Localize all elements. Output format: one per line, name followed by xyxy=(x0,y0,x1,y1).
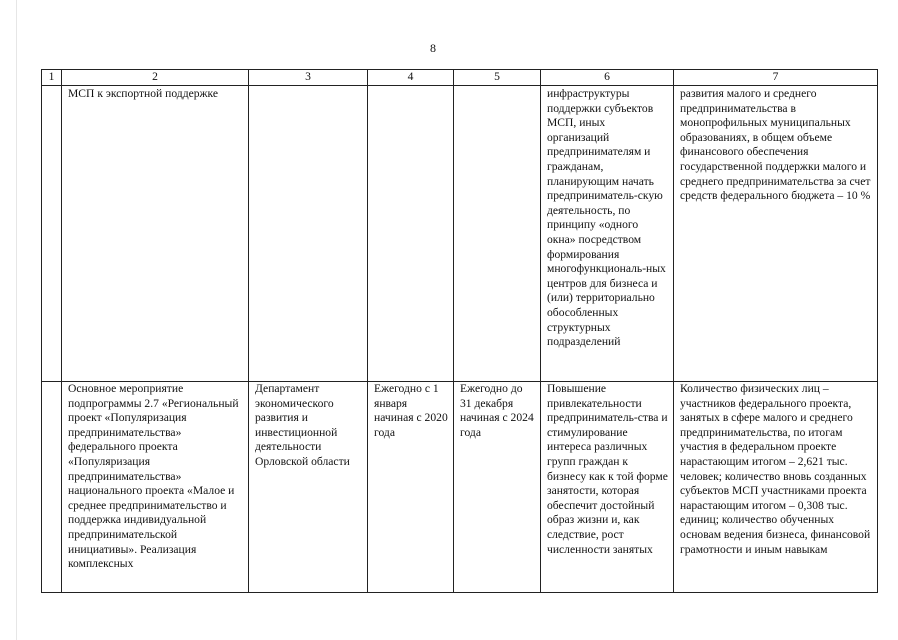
cell-text: Департамент экономического развития и инвестиционной деятельности Орловской области xyxy=(255,382,350,468)
cell-text: Ежегодно до 31 декабря начиная с 2024 года xyxy=(460,382,534,439)
cell-text: Основное мероприятие подпрограммы 2.7 «Региональный проект «Популяризация предпринимательства» федерального проекта «Популяризация предпринимательства» национального проекта «Малое и среднее предпринимательство и поддержка индивидуальной предпринимательской инициативы». Реализация комплексных xyxy=(68,382,239,571)
table-row xyxy=(42,86,878,382)
column-header: 4 xyxy=(368,70,454,86)
table-cell: инфраструктуры поддержки субъектов МСП, иных организаций предпринимателям и гражданам, планирующим начать предприниматель-скую деятельность, по принципу «одного окна» посредством формирования многофункциональ-ных центров для бизнеса и (или) территориально обособленных структурных подразделений xyxy=(541,86,674,382)
table-cell: МСП к экспортной поддержке xyxy=(62,86,249,382)
table-cell xyxy=(454,86,541,382)
column-header: 7 xyxy=(674,70,878,86)
table-cell xyxy=(42,86,62,382)
column-header: 3 xyxy=(249,70,368,86)
column-header: 1 xyxy=(42,70,62,86)
page-number: 8 xyxy=(430,41,436,55)
table-cell xyxy=(454,382,541,593)
cell-text: Повышение привлекательности предприниматель-ства и стимулирование интереса различных групп граждан к бизнесу как к той форме занятости, которая обеспечит достойный образ жизни и, как следствие, рост численности занятых xyxy=(547,382,668,556)
table-cell xyxy=(368,382,454,593)
table-cell xyxy=(42,382,62,593)
scan-edge xyxy=(16,0,17,640)
program-table xyxy=(41,69,878,593)
table-cell xyxy=(62,382,249,593)
table-row xyxy=(42,382,878,593)
cell-text: Ежегодно с 1 января начиная с 2020 года xyxy=(374,382,448,439)
column-header: 6 xyxy=(541,70,674,86)
column-header: 2 xyxy=(62,70,249,86)
table-cell xyxy=(541,382,674,593)
column-header: 5 xyxy=(454,70,541,86)
table-header-row xyxy=(42,70,878,86)
table-cell xyxy=(249,382,368,593)
table-cell xyxy=(674,382,878,593)
table-cell: развития малого и среднего предпринимательства в монопрофильных муниципальных образованиях, в общем объеме финансового обеспечения государственной поддержки малого и среднего предпринимательства за счет средств федерального бюджета – 10 % xyxy=(674,86,878,382)
cell-text: Количество физических лиц – участников федерального проекта, занятых в сфере малого и среднего предпринимательства, по итогам участия в федеральном проекте нарастающим итогом – 2,621 тыс. человек; количество вновь созданных субъектов МСП участниками проекта нарастающим итогом – 0,308 тыс. единиц; количество обученных основам ведения бизнеса, финансовой грамотности и иным навыкам xyxy=(680,382,871,556)
table-cell xyxy=(368,86,454,382)
table-cell xyxy=(249,86,368,382)
